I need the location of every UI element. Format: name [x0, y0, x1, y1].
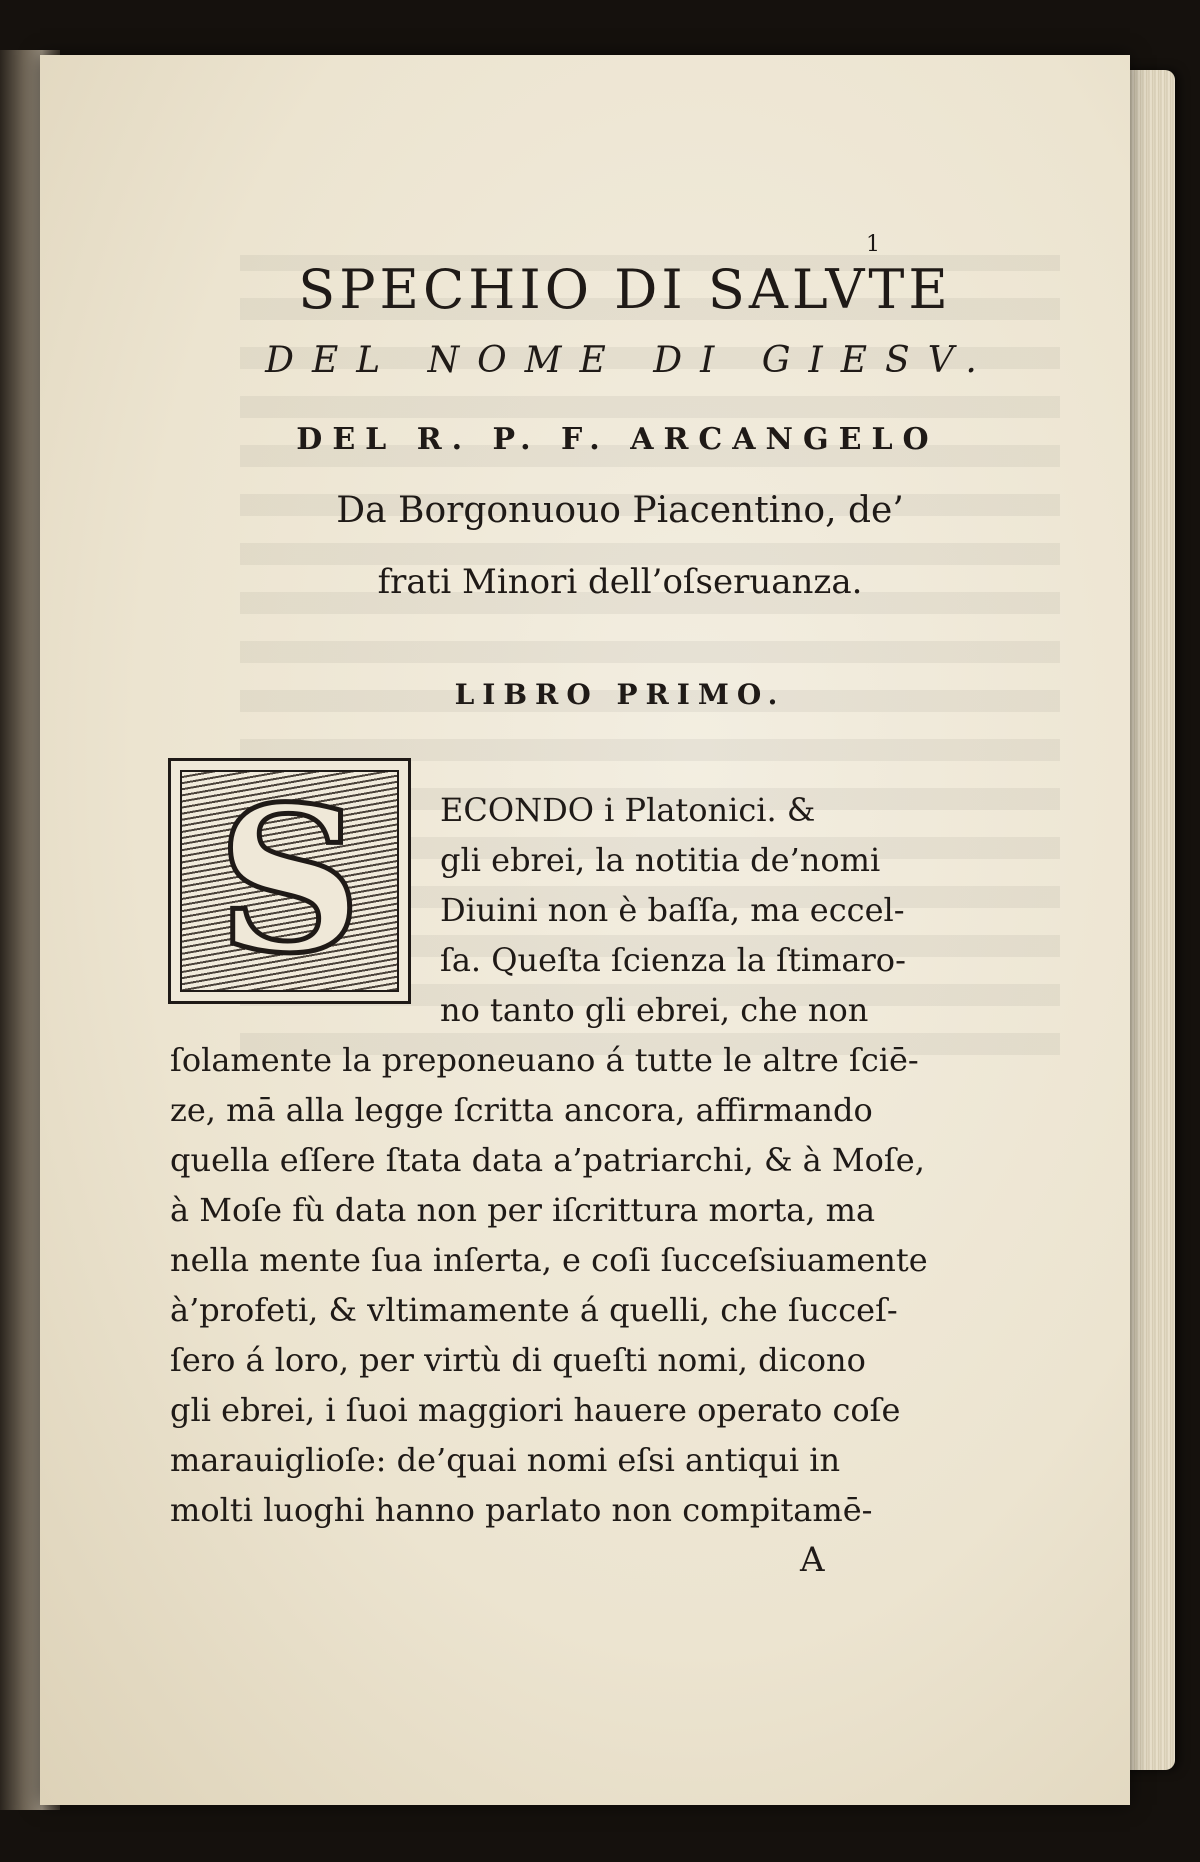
body-line: nella mente ſua inſerta, e coſi ſucceſsiuamente — [170, 1241, 928, 1279]
body-line: à’profeti, & vltimamente á quelli, che ſucceſ- — [170, 1291, 898, 1329]
author-line: DEL R. P. F. ARCANGELO — [296, 422, 939, 457]
page-number: 1 — [866, 232, 880, 257]
initial-letter: S — [217, 763, 362, 998]
body-line: ze, mā alla legge ſcritta ancora, affirmando — [170, 1091, 873, 1129]
body-line: Diuini non è baſſa, ma eccel- — [440, 891, 905, 929]
body-line: quella eſſere ſtata data a’patriarchi, & à Moſe, — [170, 1141, 925, 1179]
body-line: gli ebrei, i ſuoi maggiori hauere operato coſe — [170, 1391, 901, 1429]
section-title: LIBRO PRIMO. — [454, 678, 786, 711]
body-line: no tanto gli ebrei, che non — [440, 991, 869, 1029]
title-line-2: DEL NOME DI GIESV. — [265, 340, 995, 381]
woodcut-initial-frame — [180, 763, 399, 998]
signature-mark: A — [800, 1540, 825, 1580]
order-line: frati Minori dell’oſseruanza. — [377, 562, 863, 602]
body-line: molti luoghi hanno parlato non compitamē- — [170, 1491, 873, 1529]
body-line: marauiglioſe: de’quai nomi eſsi antiqui in — [170, 1441, 841, 1479]
woodcut-initial — [168, 758, 411, 1004]
title-line-1: SPECHIO DI SALVTE — [298, 258, 952, 321]
body-line: ECONDO i Platonici. & — [440, 791, 816, 829]
body-line: ſa. Queſta ſcienza la ſtimaro- — [440, 941, 906, 979]
body-line: à Moſe fù data non per iſcrittura morta, ma — [170, 1191, 876, 1229]
body-line: gli ebrei, la notitia de’nomi — [440, 841, 881, 879]
body-line: ſero á loro, per virtù di queſti nomi, dicono — [170, 1341, 866, 1379]
body-line: ſolamente la preponeuano á tutte le altre ſciē- — [170, 1041, 919, 1079]
author-origin-line: Da Borgonuouo Piacentino, de’ — [336, 490, 904, 531]
